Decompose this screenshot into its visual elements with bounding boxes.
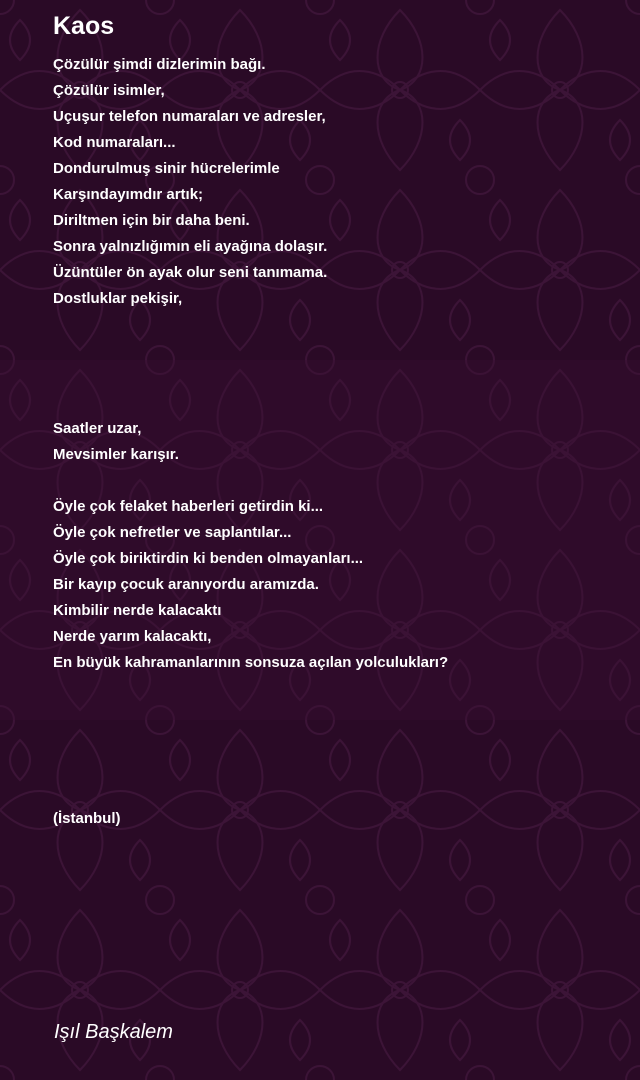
poem-line: Diriltmen için bir daha beni. xyxy=(53,212,250,229)
poem-line: Bir kayıp çocuk aranıyordu aramızda. xyxy=(53,576,319,593)
poem-line: Üzüntüler ön ayak olur seni tanımama. xyxy=(53,264,328,281)
poem-line xyxy=(53,780,623,806)
poem-line: Öyle çok felaket haberleri getirdin ki... xyxy=(53,498,324,515)
poem-title: Kaos xyxy=(53,12,115,40)
poem-line: Dostluklar pekişir, xyxy=(53,290,183,307)
poem-line: Sonra yalnızlığımın eli ayağına dolaşır. xyxy=(53,238,328,255)
poem-line xyxy=(53,390,623,416)
poem-line: Dondurulmuş sinir hücrelerimle xyxy=(53,160,280,177)
poem-line: En büyük kahramanlarının sonsuza açılan yolculukları? xyxy=(53,654,449,671)
poem-line: Kod numaraları... xyxy=(53,134,176,151)
poem-line: Çözülür şimdi dizlerimin bağı. xyxy=(53,56,266,73)
poem-line xyxy=(53,338,623,364)
poem-line: Öyle çok nefretler ve saplantılar... xyxy=(53,524,292,541)
poem-line xyxy=(53,364,623,390)
poem-line: Çözülür isimler, xyxy=(53,82,165,99)
poem-line xyxy=(53,702,623,728)
poem-line: Kimbilir nerde kalacaktı xyxy=(53,602,222,619)
poem-line: Öyle çok biriktirdin ki benden olmayanları... xyxy=(53,550,364,567)
poem-author: Işıl Başkalem xyxy=(54,1021,173,1043)
poem-line: Saatler uzar, xyxy=(53,420,142,437)
poem-line: Karşındayımdır artık; xyxy=(53,186,204,203)
poem-line: Uçuşur telefon numaraları ve adresler, xyxy=(53,108,326,125)
poem-line xyxy=(53,728,623,754)
poem-line xyxy=(53,676,623,702)
poem-line: Mevsimler karışır. xyxy=(53,446,179,463)
poem-body xyxy=(53,52,623,832)
poem-line xyxy=(53,754,623,780)
poem-location: (İstanbul) xyxy=(53,810,121,827)
poem-line xyxy=(53,312,623,338)
poem-line: Nerde yarım kalacaktı, xyxy=(53,628,212,645)
poem-line xyxy=(53,468,623,494)
